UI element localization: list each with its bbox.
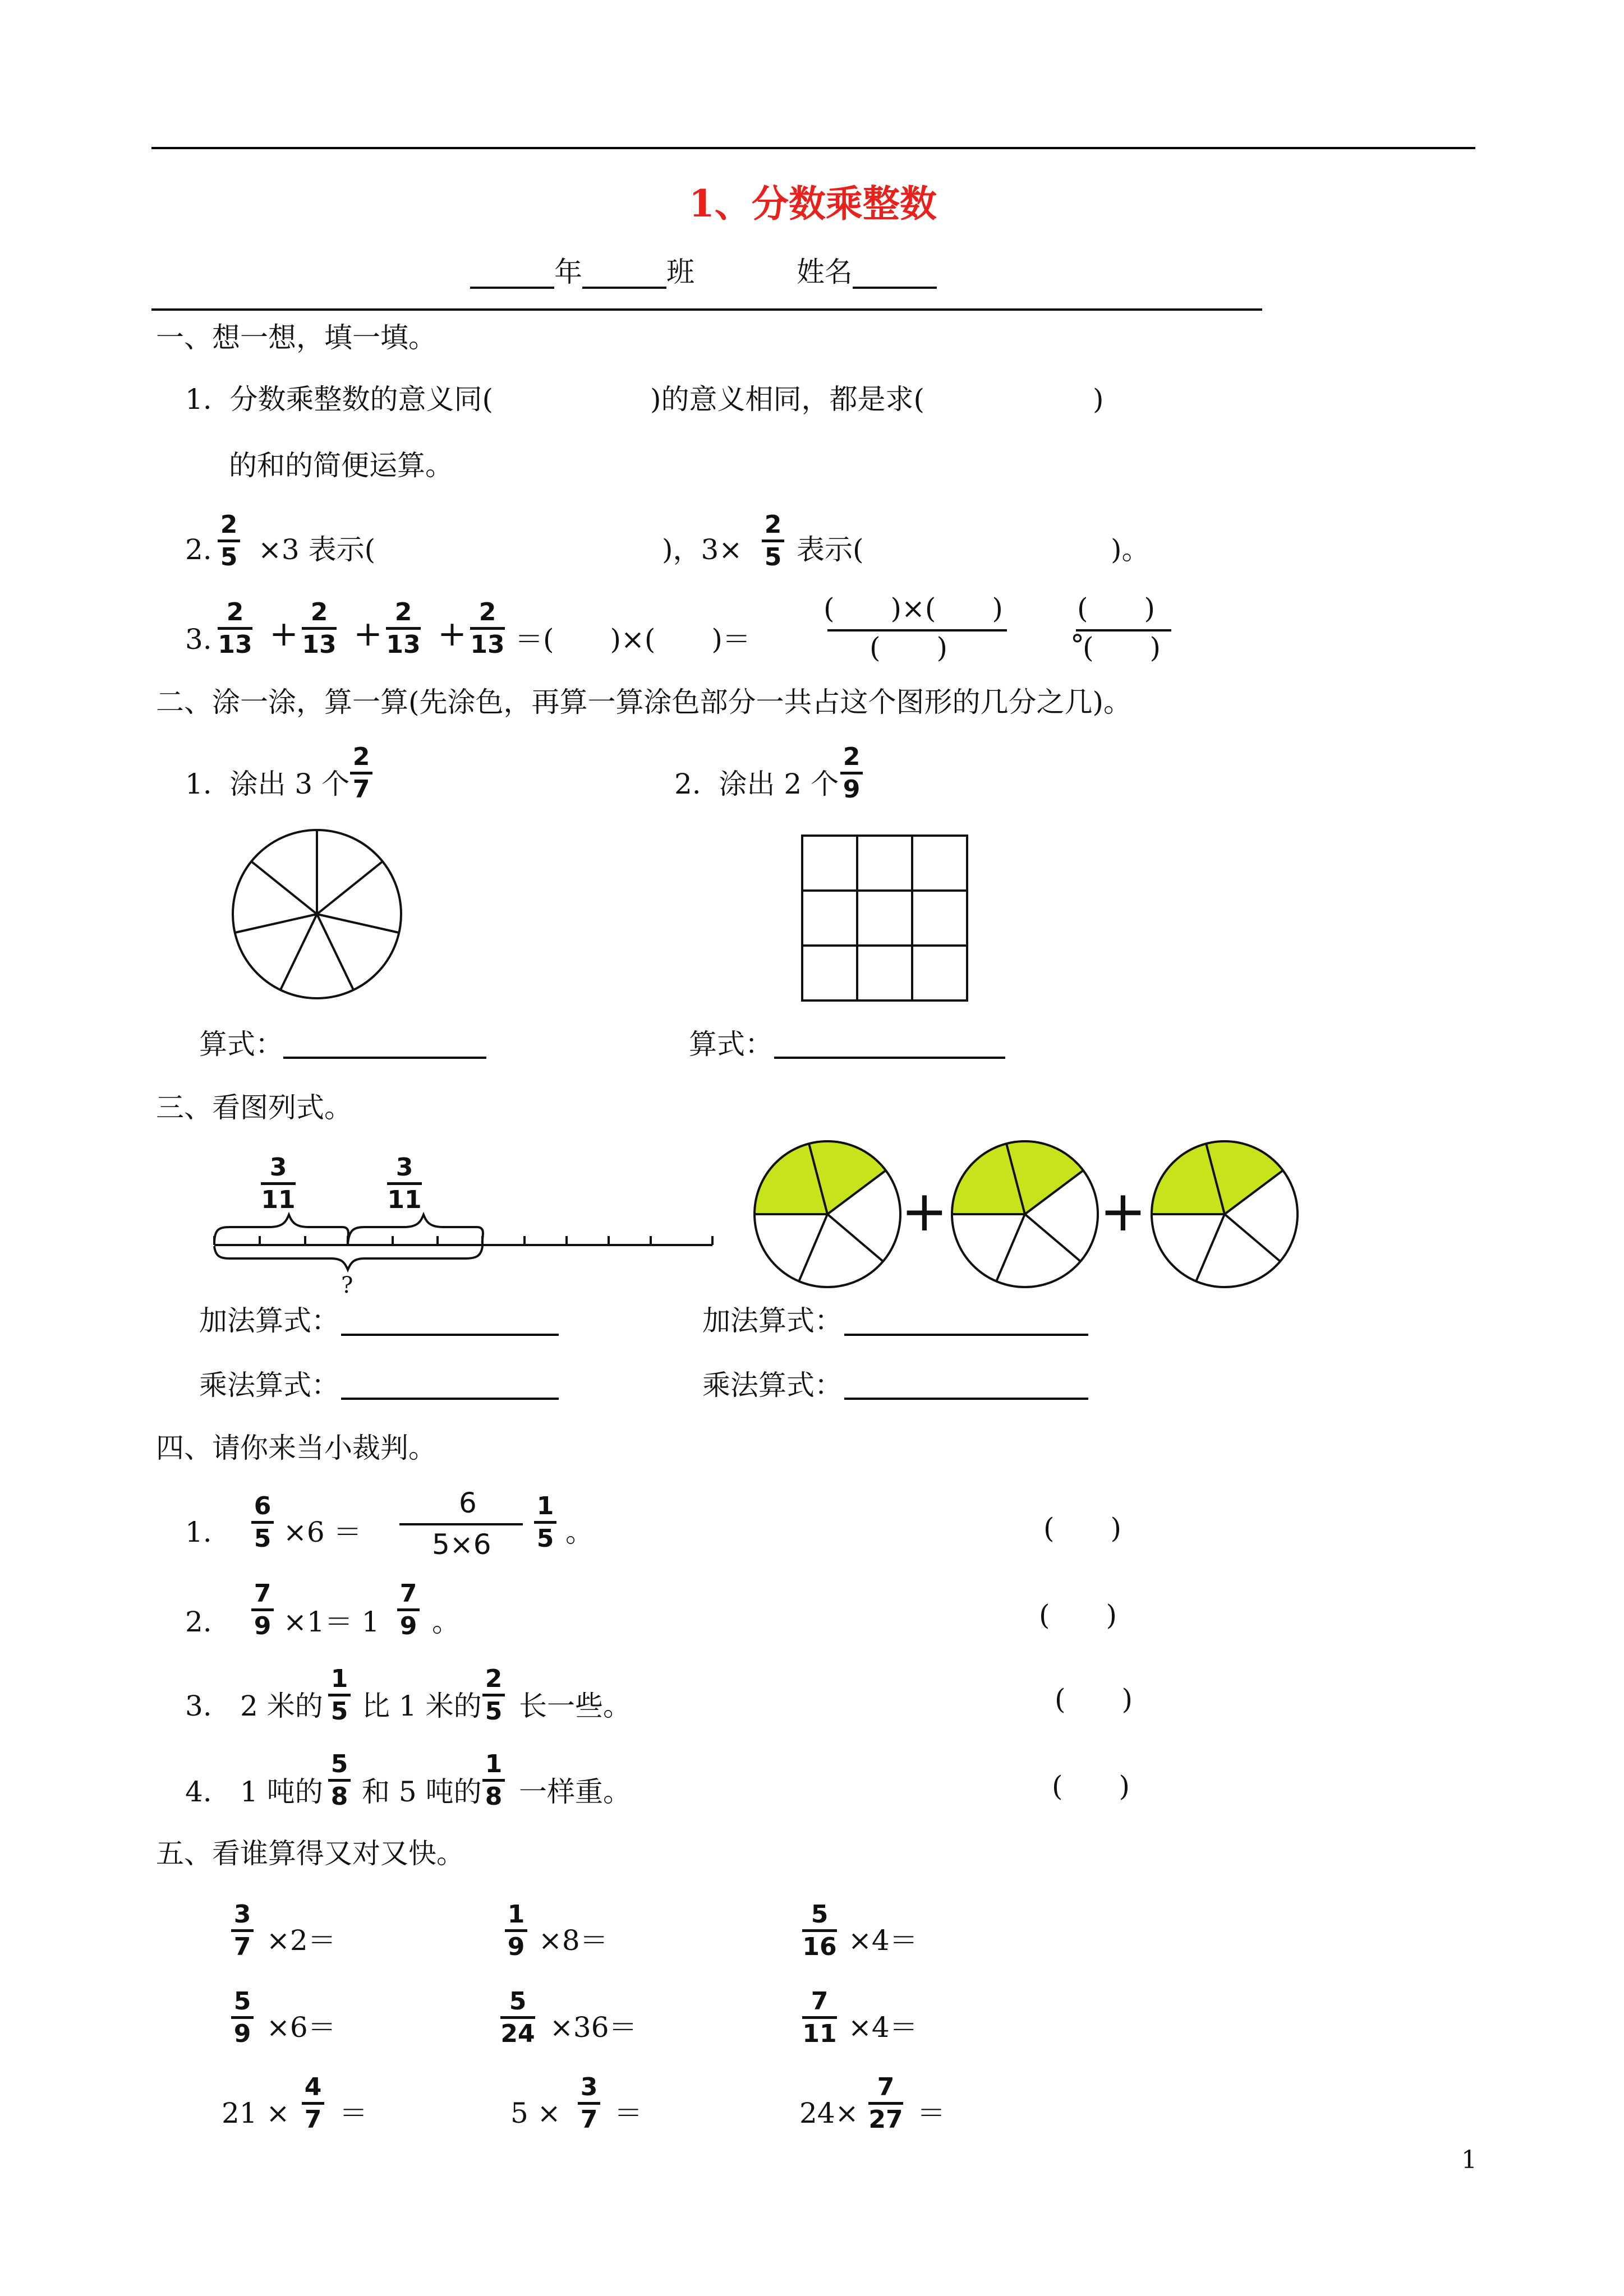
fraction: 2 5: [218, 511, 240, 571]
year-blank[interactable]: [470, 287, 554, 289]
judge-paren[interactable]: ( ): [1043, 1512, 1122, 1545]
fraction: 2 13: [218, 598, 252, 659]
fraction: 2 5: [482, 1666, 505, 1725]
pie-diagram-3: [1149, 1138, 1300, 1290]
section4-heading: 四、请你来当小裁判。: [156, 1432, 436, 1464]
s1-q3-mid-bot: ( ): [869, 631, 948, 664]
fraction: 2 7: [350, 744, 372, 803]
s1-q3-eq: ＝( )×( )＝: [515, 623, 751, 656]
fraction: 4 7: [302, 2074, 324, 2133]
s1-q3-right-bot: ( ): [1083, 631, 1161, 664]
s3-add-label-right: 加法算式：: [702, 1304, 843, 1337]
page-title: 1、分数乘整数: [689, 182, 937, 225]
section1-heading: 一、想一想，填一填。: [156, 321, 436, 354]
header-rule: [151, 308, 1262, 311]
calc-text: ×36＝: [550, 2011, 637, 2044]
s4-item2-text: ×1＝ 1: [283, 1606, 380, 1638]
name-blank[interactable]: [853, 287, 937, 289]
s2-q1-label: 1. 涂出 3 个: [185, 768, 350, 800]
calc-pre: 5 ×: [510, 2097, 561, 2129]
s1-q2-text-d: )。: [1111, 533, 1150, 566]
s1-q3-mid-top: ( )×( ): [823, 592, 1003, 625]
s4-item3-pre: 2 米的: [240, 1690, 323, 1722]
s1-q2-num: 2.: [185, 533, 212, 566]
question-mark: ?: [341, 1273, 353, 1298]
calc-text: ×6＝: [266, 2011, 336, 2044]
fraction: 1 8: [482, 1751, 505, 1810]
fraction: 5 9: [231, 1988, 254, 2048]
s3-mul-label-left: 乘法算式：: [199, 1369, 339, 1401]
s4-item4-mid: 和 5 吨的: [362, 1776, 482, 1808]
s3-add-label-left: 加法算式：: [199, 1304, 339, 1337]
number-line-diagram: [208, 1211, 712, 1279]
section3-heading: 三、看图列式。: [156, 1091, 352, 1124]
s1-q3-num: 3.: [185, 623, 212, 656]
calc-pre: 24×: [799, 2097, 859, 2129]
calc-text: ×4＝: [848, 2011, 918, 2044]
fraction: 2 5: [762, 511, 784, 571]
answer-line[interactable]: [844, 1334, 1088, 1336]
answer-line[interactable]: [844, 1398, 1088, 1400]
page-number: 1: [1461, 2146, 1477, 2174]
fraction-bar: [399, 1523, 523, 1525]
circle-sevenths-diagram[interactable]: [227, 824, 407, 1004]
s1-q2-text-c: 表示(: [797, 533, 864, 566]
fraction: 5 24: [500, 1987, 535, 2048]
fraction: 3 7: [231, 1901, 254, 1961]
s1-q3-dot: °: [1070, 629, 1084, 661]
class-blank[interactable]: [582, 287, 666, 289]
s4-item1-num: 1.: [185, 1516, 212, 1548]
fraction: 6 5: [251, 1493, 274, 1552]
s4-item1-big-num: 6: [459, 1487, 477, 1519]
fraction: 5 16: [802, 1900, 837, 1961]
s1-q2-text-a: ×3 表示(: [258, 533, 376, 566]
plus-sign: +: [269, 613, 298, 654]
fraction: 1 5: [328, 1666, 351, 1725]
fraction: 2 9: [840, 744, 863, 803]
calc-text: ＝: [917, 2097, 945, 2129]
s3-mul-label-right: 乘法算式：: [702, 1369, 843, 1401]
section2-heading: 二、涂一涂，算一算(先涂色，再算一算涂色部分一共占这个图形的几分之几)。: [156, 686, 1132, 718]
s4-item2-end: 。: [432, 1606, 460, 1638]
calc-text: ×8＝: [539, 1924, 608, 1957]
fraction: 2 13: [386, 598, 421, 659]
s2-q1-formula-label: 算式：: [199, 1028, 283, 1061]
s4-item4-pre: 1 吨的: [240, 1776, 323, 1808]
fraction: 7 27: [868, 2073, 903, 2134]
fraction: 7 11: [802, 1987, 837, 2048]
judge-paren[interactable]: ( ): [1055, 1683, 1133, 1716]
top-rule: [151, 147, 1475, 149]
s1-q1-line2: 的和的简便运算。: [229, 449, 453, 482]
s1-q2-text-b: )，3×: [662, 533, 743, 566]
fraction: 2 13: [302, 598, 337, 659]
fraction: 1 9: [505, 1901, 527, 1961]
class-label: 班: [666, 256, 694, 288]
calc-text: ×2＝: [266, 1924, 336, 1957]
plus-sign: +: [438, 613, 467, 654]
fraction: 2 13: [470, 598, 505, 659]
s4-item4-num: 4.: [185, 1776, 212, 1808]
calc-text: ＝: [614, 2097, 642, 2129]
plus-sign: +: [353, 613, 383, 654]
s2-q2-label: 2. 涂出 2 个: [674, 768, 839, 800]
pie-diagram-1: [752, 1138, 903, 1290]
grid-ninths-diagram[interactable]: [801, 835, 969, 1003]
answer-line[interactable]: [774, 1057, 1005, 1059]
answer-line[interactable]: [283, 1057, 486, 1059]
calc-text: ×4＝: [848, 1924, 918, 1957]
s4-item4-end: 一样重。: [519, 1776, 631, 1808]
s4-item1-end: 。: [565, 1516, 594, 1548]
judge-paren[interactable]: ( ): [1052, 1770, 1130, 1802]
fraction: 7 9: [251, 1580, 274, 1640]
pie-diagram-2: [949, 1138, 1101, 1290]
fraction: 3 11: [387, 1153, 422, 1214]
s4-item1-text: ×6 ＝: [283, 1516, 362, 1548]
s4-item3-end: 长一些。: [519, 1690, 631, 1722]
fraction: 5 8: [328, 1751, 351, 1810]
s4-item3-num: 3.: [185, 1690, 212, 1722]
s4-item1-big-den: 5×6: [432, 1528, 491, 1561]
s4-item2-num: 2.: [185, 1606, 212, 1638]
name-label: 姓名: [796, 256, 853, 288]
student-info-line: [470, 255, 937, 289]
section5-heading: 五、看谁算得又对又快。: [156, 1837, 464, 1870]
plus-sign: +: [1099, 1178, 1147, 1244]
fraction: 7 9: [397, 1580, 420, 1640]
judge-paren[interactable]: ( ): [1039, 1599, 1117, 1631]
fraction: 3 11: [261, 1153, 296, 1214]
s1-q3-right-top: ( ): [1077, 592, 1156, 625]
calc-text: ＝: [339, 2097, 367, 2129]
answer-line[interactable]: [341, 1334, 559, 1336]
s4-item3-mid: 比 1 米的: [362, 1690, 482, 1722]
s1-q1-line1: 1. 分数乘整数的意义同( )的意义相同，都是求( ): [185, 383, 1104, 416]
calc-pre: 21 ×: [222, 2097, 290, 2129]
fraction: 3 7: [578, 2074, 600, 2133]
answer-line[interactable]: [341, 1398, 559, 1400]
plus-sign: +: [901, 1178, 948, 1244]
fraction: 1 5: [534, 1493, 556, 1552]
year-label: 年: [554, 256, 582, 288]
s2-q2-formula-label: 算式：: [689, 1028, 773, 1061]
